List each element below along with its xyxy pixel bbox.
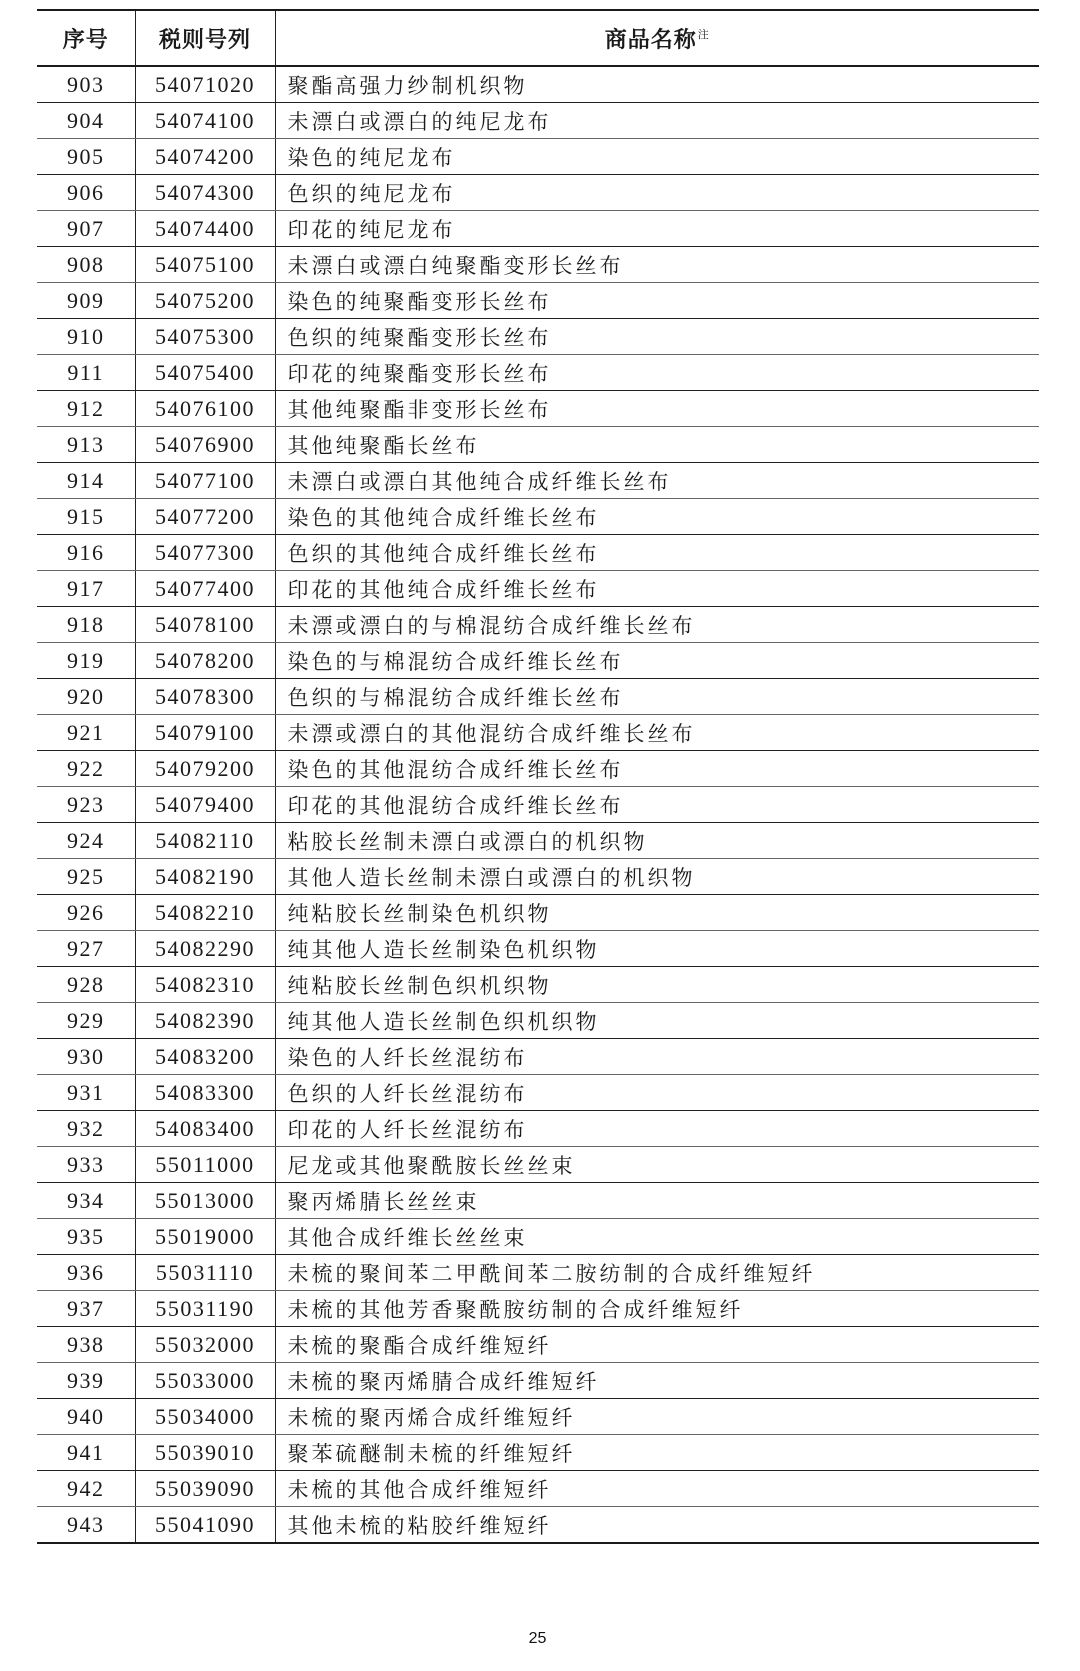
row-tariff-code-cell: 54077200 <box>135 499 275 535</box>
table-row <box>37 1147 1039 1183</box>
row-seq-cell: 933 <box>37 1147 135 1183</box>
row-tariff-code-cell: 54075200 <box>135 283 275 319</box>
table-row <box>37 1471 1039 1507</box>
table-row <box>37 931 1039 967</box>
row-product-name-cell: 色织的与棉混纺合成纤维长丝布 <box>275 679 1039 715</box>
row-tariff-code-cell: 55013000 <box>135 1183 275 1219</box>
tariff-table <box>37 9 1039 1544</box>
table-row <box>37 1363 1039 1399</box>
row-product-name-cell: 印花的其他混纺合成纤维长丝布 <box>275 787 1039 823</box>
row-seq-cell: 913 <box>37 427 135 463</box>
row-seq-cell: 934 <box>37 1183 135 1219</box>
row-product-name-cell: 未漂或漂白的其他混纺合成纤维长丝布 <box>275 715 1039 751</box>
row-product-name-cell: 其他纯聚酯长丝布 <box>275 427 1039 463</box>
row-seq-cell: 915 <box>37 499 135 535</box>
row-tariff-code-cell: 54078200 <box>135 643 275 679</box>
table-body <box>37 66 1039 1543</box>
row-product-name-cell: 未漂白或漂白的纯尼龙布 <box>275 103 1039 139</box>
row-product-name-cell: 未梳的聚酯合成纤维短纤 <box>275 1327 1039 1363</box>
row-seq-cell: 927 <box>37 931 135 967</box>
header-seq <box>37 10 135 66</box>
row-seq-cell: 917 <box>37 571 135 607</box>
row-seq-cell: 905 <box>37 139 135 175</box>
row-seq-cell: 942 <box>37 1471 135 1507</box>
row-tariff-code-cell: 54083300 <box>135 1075 275 1111</box>
row-seq-cell: 920 <box>37 679 135 715</box>
table-row <box>37 139 1039 175</box>
table-row <box>37 1399 1039 1435</box>
row-product-name-cell: 未梳的聚间苯二甲酰间苯二胺纺制的合成纤维短纤 <box>275 1255 1039 1291</box>
row-product-name-cell: 纯粘胶长丝制染色机织物 <box>275 895 1039 931</box>
header-row <box>37 10 1039 66</box>
row-seq-cell: 939 <box>37 1363 135 1399</box>
row-tariff-code-cell: 54079100 <box>135 715 275 751</box>
row-tariff-code-cell: 54077400 <box>135 571 275 607</box>
row-product-name-cell: 纯其他人造长丝制色织机织物 <box>275 1003 1039 1039</box>
row-seq-cell: 911 <box>37 355 135 391</box>
row-product-name-cell: 色织的人纤长丝混纺布 <box>275 1075 1039 1111</box>
row-product-name-cell: 聚丙烯腈长丝丝束 <box>275 1183 1039 1219</box>
row-seq-cell: 922 <box>37 751 135 787</box>
page-number: 25 <box>528 1630 547 1647</box>
row-seq-cell: 921 <box>37 715 135 751</box>
table-row <box>37 355 1039 391</box>
row-tariff-code-cell: 55031190 <box>135 1291 275 1327</box>
table-row <box>37 1183 1039 1219</box>
row-product-name-cell: 未漂白或漂白纯聚酯变形长丝布 <box>275 247 1039 283</box>
row-seq-cell: 910 <box>37 319 135 355</box>
row-tariff-code-cell: 54074100 <box>135 103 275 139</box>
row-product-name-cell: 其他人造长丝制未漂白或漂白的机织物 <box>275 859 1039 895</box>
table-row <box>37 1507 1039 1544</box>
table-row <box>37 1039 1039 1075</box>
row-seq-cell: 912 <box>37 391 135 427</box>
row-seq-cell: 924 <box>37 823 135 859</box>
row-product-name-cell: 未梳的其他芳香聚酰胺纺制的合成纤维短纤 <box>275 1291 1039 1327</box>
table-row <box>37 463 1039 499</box>
row-product-name-cell: 印花的人纤长丝混纺布 <box>275 1111 1039 1147</box>
row-product-name-cell: 印花的纯聚酯变形长丝布 <box>275 355 1039 391</box>
table-row <box>37 715 1039 751</box>
row-tariff-code-cell: 55011000 <box>135 1147 275 1183</box>
row-product-name-cell: 色织的其他纯合成纤维长丝布 <box>275 535 1039 571</box>
row-seq-cell: 932 <box>37 1111 135 1147</box>
table-row <box>37 679 1039 715</box>
row-tariff-code-cell: 54082290 <box>135 931 275 967</box>
header-seq-label: 序号 <box>62 27 109 53</box>
row-product-name-cell: 染色的人纤长丝混纺布 <box>275 1039 1039 1075</box>
row-tariff-code-cell: 54074300 <box>135 175 275 211</box>
table-row <box>37 571 1039 607</box>
table-row <box>37 1435 1039 1471</box>
row-tariff-code-cell: 55019000 <box>135 1219 275 1255</box>
table-row <box>37 247 1039 283</box>
table-header <box>37 10 1039 66</box>
table-row <box>37 175 1039 211</box>
row-seq-cell: 941 <box>37 1435 135 1471</box>
row-seq-cell: 930 <box>37 1039 135 1075</box>
table-row <box>37 895 1039 931</box>
table-row <box>37 499 1039 535</box>
table-row <box>37 103 1039 139</box>
row-tariff-code-cell: 54082190 <box>135 859 275 895</box>
row-seq-cell: 903 <box>37 66 135 103</box>
table-row <box>37 535 1039 571</box>
row-tariff-code-cell: 54076900 <box>135 427 275 463</box>
row-seq-cell: 935 <box>37 1219 135 1255</box>
row-tariff-code-cell: 55039010 <box>135 1435 275 1471</box>
row-product-name-cell: 未漂白或漂白其他纯合成纤维长丝布 <box>275 463 1039 499</box>
row-tariff-code-cell: 54079200 <box>135 751 275 787</box>
table-row <box>37 1291 1039 1327</box>
row-seq-cell: 931 <box>37 1075 135 1111</box>
row-product-name-cell: 其他纯聚酯非变形长丝布 <box>275 391 1039 427</box>
row-product-name-cell: 纯粘胶长丝制色织机织物 <box>275 967 1039 1003</box>
row-seq-cell: 919 <box>37 643 135 679</box>
header-code-label: 税则号列 <box>158 27 251 53</box>
table-row <box>37 967 1039 1003</box>
header-code <box>135 10 275 66</box>
table-row <box>37 319 1039 355</box>
row-product-name-cell: 染色的纯尼龙布 <box>275 139 1039 175</box>
row-tariff-code-cell: 54075400 <box>135 355 275 391</box>
row-product-name-cell: 染色的与棉混纺合成纤维长丝布 <box>275 643 1039 679</box>
header-name-footnote-mark: 注 <box>697 28 710 42</box>
row-product-name-cell: 印花的纯尼龙布 <box>275 211 1039 247</box>
row-product-name-cell: 色织的纯尼龙布 <box>275 175 1039 211</box>
row-seq-cell: 906 <box>37 175 135 211</box>
row-product-name-cell: 染色的纯聚酯变形长丝布 <box>275 283 1039 319</box>
row-tariff-code-cell: 54078300 <box>135 679 275 715</box>
row-seq-cell: 907 <box>37 211 135 247</box>
row-seq-cell: 936 <box>37 1255 135 1291</box>
table-row <box>37 1003 1039 1039</box>
row-product-name-cell: 未梳的聚丙烯腈合成纤维短纤 <box>275 1363 1039 1399</box>
row-tariff-code-cell: 55034000 <box>135 1399 275 1435</box>
row-product-name-cell: 聚苯硫醚制未梳的纤维短纤 <box>275 1435 1039 1471</box>
table-row <box>37 751 1039 787</box>
row-tariff-code-cell: 54075300 <box>135 319 275 355</box>
table-row <box>37 66 1039 103</box>
table-row <box>37 1111 1039 1147</box>
row-tariff-code-cell: 54077300 <box>135 535 275 571</box>
row-seq-cell: 938 <box>37 1327 135 1363</box>
row-tariff-code-cell: 55031110 <box>135 1255 275 1291</box>
table-row <box>37 859 1039 895</box>
row-tariff-code-cell: 54079400 <box>135 787 275 823</box>
row-tariff-code-cell: 54082390 <box>135 1003 275 1039</box>
row-tariff-code-cell: 54071020 <box>135 66 275 103</box>
row-tariff-code-cell: 54075100 <box>135 247 275 283</box>
row-tariff-code-cell: 55039090 <box>135 1471 275 1507</box>
table-row <box>37 1075 1039 1111</box>
row-tariff-code-cell: 54074200 <box>135 139 275 175</box>
row-product-name-cell: 未梳的聚丙烯合成纤维短纤 <box>275 1399 1039 1435</box>
header-name-label: 商品名称 <box>604 27 697 53</box>
table-row <box>37 643 1039 679</box>
row-seq-cell: 909 <box>37 283 135 319</box>
row-tariff-code-cell: 54076100 <box>135 391 275 427</box>
header-name <box>275 10 1039 66</box>
row-tariff-code-cell: 54082210 <box>135 895 275 931</box>
row-tariff-code-cell: 54083200 <box>135 1039 275 1075</box>
row-seq-cell: 904 <box>37 103 135 139</box>
row-tariff-code-cell: 55033000 <box>135 1363 275 1399</box>
table-row <box>37 1327 1039 1363</box>
table-row <box>37 283 1039 319</box>
row-tariff-code-cell: 54074400 <box>135 211 275 247</box>
row-seq-cell: 926 <box>37 895 135 931</box>
row-seq-cell: 937 <box>37 1291 135 1327</box>
row-tariff-code-cell: 54083400 <box>135 1111 275 1147</box>
row-product-name-cell: 未漂或漂白的与棉混纺合成纤维长丝布 <box>275 607 1039 643</box>
row-seq-cell: 943 <box>37 1507 135 1544</box>
row-seq-cell: 929 <box>37 1003 135 1039</box>
row-product-name-cell: 纯其他人造长丝制染色机织物 <box>275 931 1039 967</box>
row-seq-cell: 918 <box>37 607 135 643</box>
row-product-name-cell: 其他未梳的粘胶纤维短纤 <box>287 1513 552 1538</box>
row-product-name-cell: 未梳的其他合成纤维短纤 <box>275 1471 1039 1507</box>
row-tariff-code-cell: 54082110 <box>135 823 275 859</box>
row-seq-cell: 916 <box>37 535 135 571</box>
row-seq-cell: 908 <box>37 247 135 283</box>
row-tariff-code-cell: 54077100 <box>135 463 275 499</box>
row-seq-cell: 923 <box>37 787 135 823</box>
row-tariff-code-cell: 55032000 <box>135 1327 275 1363</box>
row-tariff-code-cell: 54078100 <box>135 607 275 643</box>
table-row <box>37 211 1039 247</box>
row-product-name-cell: 尼龙或其他聚酰胺长丝丝束 <box>275 1147 1039 1183</box>
row-seq-cell: 928 <box>37 967 135 1003</box>
table-row <box>37 1219 1039 1255</box>
table-row <box>37 607 1039 643</box>
row-seq-cell: 925 <box>37 859 135 895</box>
table-row <box>37 427 1039 463</box>
row-product-name-cell: 色织的纯聚酯变形长丝布 <box>275 319 1039 355</box>
row-product-name-cell: 聚酯高强力纱制机织物 <box>275 66 1039 103</box>
row-product-name-cell: 印花的其他纯合成纤维长丝布 <box>275 571 1039 607</box>
row-tariff-code-cell: 54082310 <box>135 967 275 1003</box>
table-row <box>37 391 1039 427</box>
row-tariff-code-cell: 55041090 <box>135 1507 275 1544</box>
row-product-name-cell: 其他合成纤维长丝丝束 <box>275 1219 1039 1255</box>
table-row <box>37 823 1039 859</box>
row-seq-cell: 940 <box>37 1399 135 1435</box>
table-row <box>37 787 1039 823</box>
table-row <box>37 1255 1039 1291</box>
row-product-name-cell: 染色的其他纯合成纤维长丝布 <box>275 499 1039 535</box>
row-product-name-cell: 染色的其他混纺合成纤维长丝布 <box>275 751 1039 787</box>
row-seq-cell: 914 <box>37 463 135 499</box>
row-product-name-cell: 粘胶长丝制未漂白或漂白的机织物 <box>275 823 1039 859</box>
